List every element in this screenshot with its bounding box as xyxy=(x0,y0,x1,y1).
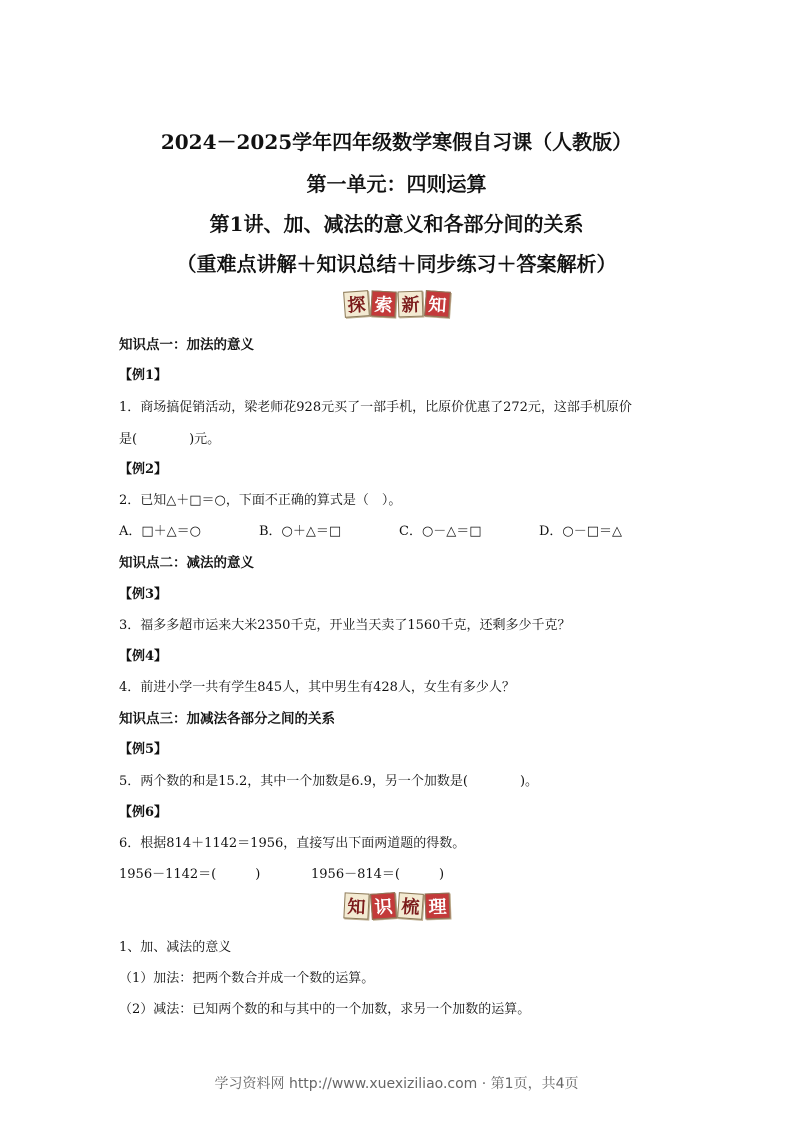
badge-char: 知 xyxy=(343,892,369,919)
badge-char: 理 xyxy=(425,893,451,920)
page-footer: 学习资料网 http://www.xuexiziliao.com · 第1页，共4页 xyxy=(214,1076,579,1092)
badge-char: 知 xyxy=(424,290,451,318)
example-text-2: 2．已知△＋□＝○，下面不正确的算式是（ ）。 xyxy=(119,493,402,508)
badge-char: 梳 xyxy=(397,892,424,920)
option-c: C．○－△＝□ xyxy=(399,524,482,539)
example-label-4: 【例4】 xyxy=(119,649,168,664)
example-label-3: 【例3】 xyxy=(119,587,168,602)
example-text-3: 3．福多多超市运来大米2350千克，开业当天卖了1560千克，还剩多少千克？ xyxy=(119,618,571,633)
example-text-1b: 是( )元。 xyxy=(119,432,221,447)
option-d: D．○－□＝△ xyxy=(539,524,623,539)
review-item-1a: （1）加法：把两个数合并成一个数的运算。 xyxy=(119,971,375,986)
explore-new-knowledge-badge xyxy=(344,291,450,317)
review-item-1b: （2）减法：已知两个数的和与其中的一个加数，求另一个加数的运算。 xyxy=(119,1002,531,1017)
example-label-5: 【例5】 xyxy=(119,742,168,757)
option-a: A．□＋△＝○ xyxy=(119,524,202,539)
example-options-2 xyxy=(119,520,679,539)
lesson-subtitle: （重难点讲解＋知识总结＋同步练习＋答案解析） xyxy=(176,252,617,276)
answer-q2: 1956－814＝( ) xyxy=(311,867,445,882)
badge-char: 索 xyxy=(370,290,396,317)
example-text-6: 6．根据814＋1142＝1956，直接写出下面两道题的得数。 xyxy=(119,836,466,851)
example-label-6: 【例6】 xyxy=(119,805,168,820)
example-text-1a: 1．商场搞促销活动，梁老师花928元买了一部手机，比原价优惠了272元，这部手机原价 xyxy=(119,400,632,415)
example-text-5: 5．两个数的和是15.2，其中一个加数是6.9，另一个加数是( )。 xyxy=(119,774,539,789)
example-text-4: 4．前进小学一共有学生845人，其中男生有428人，女生有多少人？ xyxy=(119,680,515,695)
section-heading-kp2: 知识点二：减法的意义 xyxy=(119,555,254,571)
answer-q1: 1956－1142＝( ) xyxy=(119,867,261,882)
badge-char: 识 xyxy=(370,892,397,920)
lesson-title: 第1讲、加、减法的意义和各部分间的关系 xyxy=(209,212,584,236)
badge-char: 新 xyxy=(398,291,424,318)
doc-title: 2024－2025学年四年级数学寒假自习课（人教版） xyxy=(160,130,633,154)
example-answers-6 xyxy=(119,863,444,882)
example-label-2: 【例2】 xyxy=(119,462,168,477)
section-heading-kp1: 知识点一：加法的意义 xyxy=(119,337,254,353)
unit-title: 第一单元：四则运算 xyxy=(306,172,487,196)
review-item-1: 1、加、减法的意义 xyxy=(119,940,232,955)
example-label-1: 【例1】 xyxy=(119,368,168,383)
badge-char: 探 xyxy=(343,290,370,318)
option-b: B．○＋△＝□ xyxy=(259,524,342,539)
knowledge-review-badge xyxy=(344,893,450,919)
section-heading-kp3: 知识点三：加减法各部分之间的关系 xyxy=(119,711,335,727)
